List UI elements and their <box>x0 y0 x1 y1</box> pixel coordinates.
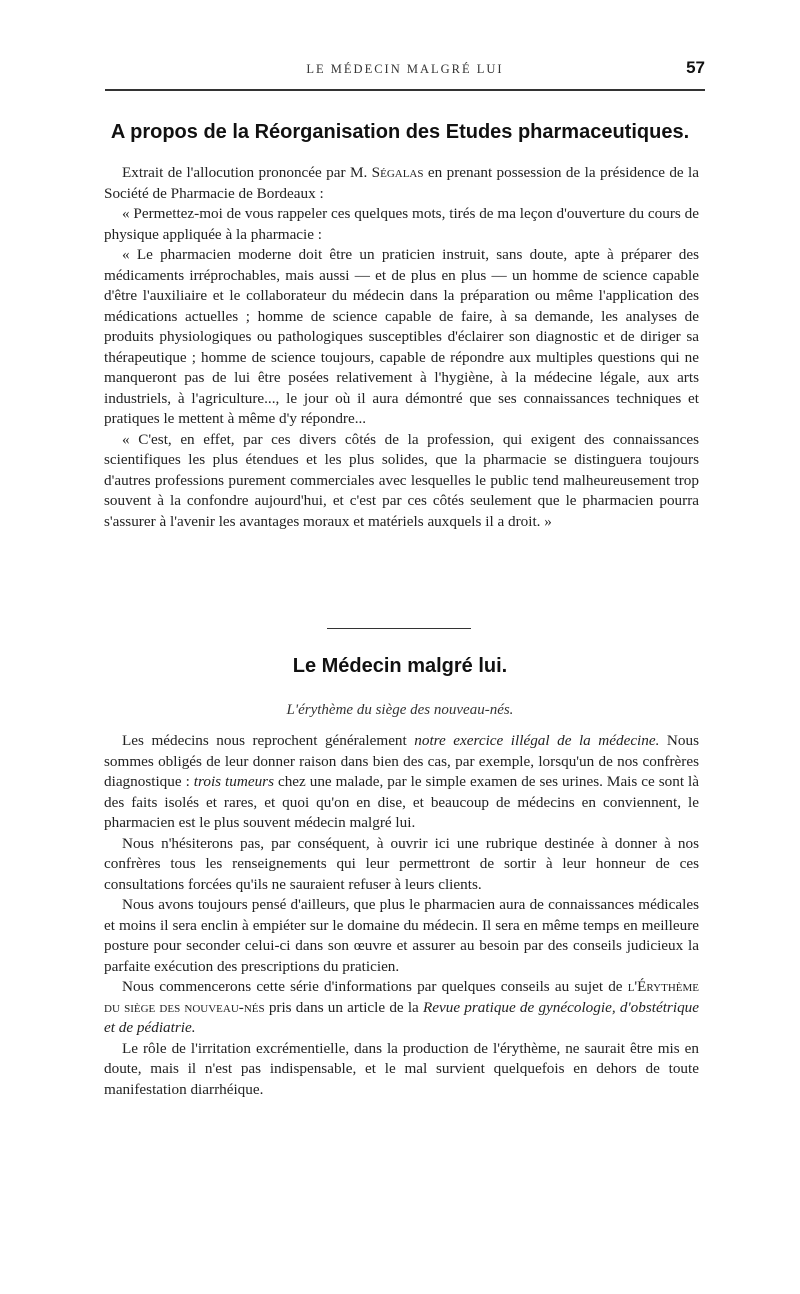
author-name: Ségalas <box>371 164 424 181</box>
text-run: chez une malade, par le simple examen de ses urines. Mais ce sont là des faits isolés et rares, et quoi qu'on en dise, et beaucoup de médecins en conviennent, le pharmacien est le plus souvent médecin malgré lui. <box>104 773 699 831</box>
running-title: LE MÉDECIN MALGRÉ LUI <box>306 62 504 76</box>
article-title-reorganisation: A propos de la Réorganisation des Etudes pharmaceutiques. <box>110 121 690 143</box>
text-run: Nous sommes obligés de leur donner raison dans bien des cas, par exemple, lorsqu'un de nos confrères diagnostique : <box>104 732 699 790</box>
small-caps-run: l'Érythème du siège des nouveau-nés <box>104 978 699 1016</box>
italic-run: notre exercice illégal de la médecine. <box>414 732 660 749</box>
article-body-reorganisation <box>104 163 699 532</box>
text-run: Les médecins nous reprochent généralement <box>122 732 415 749</box>
italic-run: Revue pratique de gynécologie, d'obstétrique et de pédiatrie. <box>104 998 699 1036</box>
intro-text-before: Extrait de l'allocution prononcée par M. <box>122 164 372 181</box>
running-header <box>105 58 705 84</box>
header-rule <box>105 89 705 91</box>
italic-run: trois tumeurs <box>193 773 274 790</box>
article-subtitle: L'érythème du siège des nouveau-nés. <box>286 702 514 718</box>
text-run: pris dans un article de la <box>264 998 423 1016</box>
paragraph <box>104 731 699 834</box>
section-divider <box>327 628 471 629</box>
paragraph: « C'est, en effet, par ces divers côtés de la profession, qui exigent des connaissances scientifiques les plus étendues et les plus solides, que la pharmacie se distinguera toujours d'autres professions purement commerciales avec lesquelles le public tend malheureusement trop souvent à la confondre aujourd'hui, et c'est par ces côtés seulement que le pharmacien pourra s'assurer à l'avenir les avantages moraux et matériels auxquels il a droit. » <box>104 430 699 530</box>
paragraph-intro <box>104 163 699 204</box>
page-number: 57 <box>686 58 705 77</box>
paragraph <box>104 977 699 1039</box>
paragraph: Nous avons toujours pensé d'ailleurs, que plus le pharmacien aura de connaissances médicales et moins il sera enclin à empiéter sur le domaine du médecin. Il sera en même temps en meilleure posture pour seconder celui-ci dans son œuvre et assurer au besoin par des conseils judicieux la parfaite exécution des prescriptions du praticien. <box>104 896 699 975</box>
article-body-medecin <box>104 731 699 1100</box>
paragraph: Nous n'hésiterons pas, par conséquent, à ouvrir ici une rubrique destinée à donner à nos confrères tous les renseignements qui leur permettront de sortir à leur honneur de ces consultations forcées qu'ils ne sauraient refuser à leurs clients. <box>104 834 699 893</box>
paragraph: « Permettez-moi de vous rappeler ces quelques mots, tirés de ma leçon d'ouverture du cours de physique appliquée à la pharmacie : <box>104 205 699 243</box>
paragraph: « Le pharmacien moderne doit être un praticien instruit, sans doute, apte à préparer des médicaments irréprochables, mais aussi — et de plus en plus — un homme de science capable d'être l'auxiliaire et le collaborateur du médecin dans la préparation ou même l'application des médications actuelles ; homme de science capable de faire, à sa demande, les analyses de produits physiologiques ou pathologiques susceptibles d'éclairer son diagnostic et de diriger sa thérapeutique ; homme de science toujours, capable de répondre aux multiples questions qui ne manqueront pas de lui être posées relativement à l'hygiène, à la médecine légale, aux arts industriels, à l'agriculture..., le jour où il aura démontré que ses connaissances techniques et pratiques le mettent à même d'y répondre... <box>104 246 699 427</box>
text-run: Nous commencerons cette série d'informations par quelques conseils au sujet de <box>122 978 628 995</box>
article-title-medecin: Le Médecin malgré lui. <box>292 655 508 677</box>
intro-text-after: en prenant possession de la présidence de la Société de Pharmacie de Bordeaux : <box>104 164 700 202</box>
paragraph: Le rôle de l'irritation excrémentielle, dans la production de l'érythème, ne saurait être mis en doute, mais il n'est pas indispensable, et le mal survient quelquefois en dehors de toute manifestation diarrhéique. <box>104 1039 699 1098</box>
